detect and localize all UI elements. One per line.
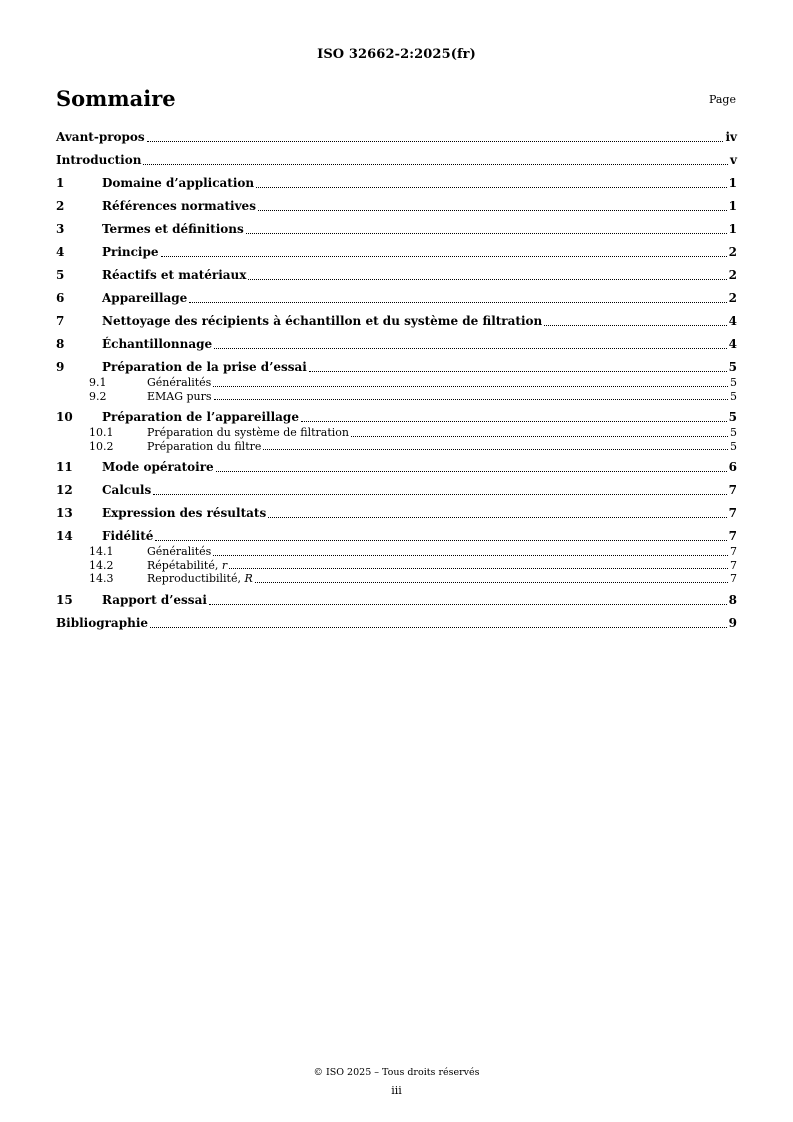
toc-title: Sommaire	[56, 86, 176, 111]
toc-entry[interactable]	[56, 151, 737, 169]
toc-entry-title-text: Introduction	[56, 153, 142, 167]
toc-entry-title-text: Réactifs et matériaux	[102, 268, 247, 282]
dot-leader	[161, 255, 727, 257]
toc-entry-title-text: Références normatives	[102, 199, 256, 213]
dot-leader	[150, 626, 727, 628]
toc-entry-title-text: Préparation de l’appareillage	[102, 410, 299, 424]
toc-entry-title-text: Bibliographie	[56, 615, 149, 630]
toc-entry-number: 2	[56, 199, 65, 213]
toc-entry-page[interactable]: 5	[728, 360, 737, 374]
dot-leader	[255, 581, 728, 583]
toc-entry-page[interactable]: 5	[730, 439, 737, 453]
dot-leader	[153, 493, 726, 495]
dot-leader	[214, 398, 728, 400]
toc-entry-title-symbol: R	[244, 572, 253, 585]
document-id: ISO 32662-2:2025(fr)	[317, 47, 476, 62]
toc-entry-page[interactable]: 5	[728, 410, 737, 424]
dot-leader	[213, 385, 728, 387]
dot-leader	[213, 554, 728, 556]
toc-entry-title-text: Domaine d’application	[102, 176, 255, 190]
footer-copyright: © ISO 2025 – Tous droits réservés	[313, 1067, 480, 1078]
toc-entry-title-text: Expression des résultats	[102, 506, 267, 520]
toc-entry-title-text: Préparation du système de filtration	[147, 426, 350, 439]
toc-entry-number: 14.3	[89, 572, 114, 585]
toc-entry-title[interactable]	[147, 572, 253, 586]
toc-entry-page[interactable]: 5	[730, 389, 737, 403]
toc-entry-title[interactable]	[102, 312, 542, 330]
toc-entry-page[interactable]: 1	[728, 222, 737, 236]
toc-heading	[56, 86, 736, 116]
toc-entry-page[interactable]: 1	[728, 199, 737, 213]
toc-entry-number: 3	[56, 222, 65, 236]
toc-entry-page[interactable]: 7	[730, 572, 737, 585]
toc-entry[interactable]	[56, 266, 737, 284]
toc-entry-title-text: Préparation de la prise d’essai	[102, 360, 307, 374]
dot-leader	[246, 232, 727, 234]
toc-entry-title-text: Échantillonnage	[102, 337, 213, 351]
toc-entry-title[interactable]	[56, 128, 145, 146]
toc-entry[interactable]	[56, 289, 737, 307]
toc-entry-title[interactable]	[102, 358, 307, 376]
dot-leader	[147, 140, 724, 142]
toc-entry-title[interactable]	[147, 559, 227, 573]
toc-entry-title-text: Termes et définitions	[102, 222, 244, 236]
toc-entry-title[interactable]	[147, 545, 211, 559]
toc-entry-title[interactable]	[102, 266, 246, 284]
toc-entry[interactable]	[56, 408, 737, 426]
toc-subentry[interactable]	[56, 559, 737, 573]
toc-entry-number: 8	[56, 337, 65, 351]
toc-entry-title-text: Répétabilité,	[147, 558, 222, 572]
toc-entry-title[interactable]	[102, 335, 212, 353]
toc-entry-title[interactable]	[147, 390, 212, 404]
toc-entry-title[interactable]	[102, 243, 159, 261]
dot-leader	[214, 347, 726, 349]
toc-entry-page[interactable]: 2	[728, 291, 737, 305]
page-column-label: Page	[708, 93, 736, 106]
dot-leader	[229, 567, 728, 569]
toc-entry-title-text: Calculs	[102, 483, 152, 497]
toc-entry-page[interactable]: 7	[728, 529, 737, 543]
toc-entry-page[interactable]: 2	[728, 268, 737, 282]
dot-leader	[256, 186, 727, 188]
toc-entry-title[interactable]	[147, 426, 349, 440]
toc-entry-title-text: Préparation du filtre	[147, 439, 262, 453]
footer-page-number: iii	[391, 1084, 402, 1097]
toc-entry[interactable]	[56, 481, 737, 499]
toc-subentry[interactable]	[56, 572, 737, 586]
toc-entry-title[interactable]	[102, 197, 256, 215]
toc-entry-page[interactable]: 7	[728, 506, 737, 520]
toc-entry-number: 10.1	[89, 426, 114, 439]
toc-subentry[interactable]	[56, 390, 737, 404]
toc-subentry[interactable]	[56, 426, 737, 440]
toc-entry-number: 10.2	[89, 439, 114, 453]
dot-leader	[544, 324, 726, 326]
toc-entry-page[interactable]: 7	[730, 545, 737, 558]
toc-entry[interactable]	[56, 197, 737, 215]
toc-entry-page[interactable]: iv	[725, 130, 737, 144]
dot-leader	[263, 448, 728, 450]
toc-entry-number: 15	[56, 592, 73, 607]
toc-entry-number: 4	[56, 245, 65, 259]
toc-entry-page[interactable]: 2	[728, 245, 737, 259]
toc-entry-title[interactable]	[102, 527, 153, 545]
toc-entry-title[interactable]	[102, 458, 214, 476]
toc-subentry[interactable]	[56, 440, 737, 454]
dot-leader	[189, 301, 726, 303]
toc-entry[interactable]	[56, 614, 737, 632]
toc-entry-title-text: Généralités	[147, 545, 212, 558]
toc-entry-page[interactable]: 6	[728, 460, 737, 474]
toc-entry-title[interactable]	[102, 504, 266, 522]
toc-entry-title[interactable]	[102, 591, 207, 609]
toc-entry-title-text: EMAG purs	[147, 389, 212, 403]
toc-entry[interactable]	[56, 358, 737, 376]
dot-leader	[143, 163, 728, 165]
toc-entry[interactable]	[56, 458, 737, 476]
toc-entry-number: 14	[56, 529, 73, 543]
toc-entry-title[interactable]	[56, 151, 141, 169]
toc-entry[interactable]	[56, 591, 737, 609]
toc-entry-page[interactable]: 7	[728, 483, 737, 497]
toc-entry-number: 9.2	[89, 389, 107, 403]
toc-entry-number: 14.1	[89, 545, 114, 558]
toc-entry[interactable]	[56, 220, 737, 238]
toc-entry-number: 14.2	[89, 558, 114, 572]
toc-subentry[interactable]	[56, 376, 737, 390]
dot-leader	[301, 420, 727, 422]
toc-entry-number: 12	[56, 483, 73, 497]
toc-entry-page[interactable]: 5	[730, 426, 737, 439]
dot-leader	[155, 539, 726, 541]
toc-entry-number: 5	[56, 268, 65, 282]
toc-entry[interactable]	[56, 243, 737, 261]
dot-leader	[248, 278, 726, 280]
dot-leader	[209, 603, 727, 605]
dot-leader	[258, 209, 727, 211]
toc-entry-title[interactable]	[56, 614, 148, 632]
toc-entry-number: 9	[56, 360, 65, 374]
toc-entry-number: 1	[56, 176, 65, 190]
toc-entry-page[interactable]: 4	[728, 337, 737, 351]
toc-entry-number: 6	[56, 291, 65, 305]
toc-entry-page[interactable]: 9	[728, 615, 737, 630]
toc-entry-number: 13	[56, 506, 73, 520]
table-of-contents	[56, 128, 737, 632]
toc-entry-page[interactable]: 8	[728, 592, 737, 607]
toc-entry-title[interactable]	[102, 481, 151, 499]
dot-leader	[268, 516, 726, 518]
toc-entry-title-text: Généralités	[147, 376, 212, 389]
toc-entry-title-text: Appareillage	[102, 291, 188, 305]
dot-leader	[216, 470, 727, 472]
toc-entry[interactable]	[56, 504, 737, 522]
toc-entry-title-text: Nettoyage des récipients à échantillon et du système de filtration	[102, 314, 543, 328]
toc-entry-number: 9.1	[89, 376, 107, 389]
toc-entry-number: 10	[56, 410, 73, 424]
toc-entry-title[interactable]	[147, 376, 211, 390]
toc-entry-page[interactable]: 5	[730, 376, 737, 389]
toc-entry[interactable]	[56, 527, 737, 545]
toc-entry-page[interactable]: 1	[728, 176, 737, 190]
toc-entry-title[interactable]	[102, 408, 299, 426]
toc-entry[interactable]	[56, 335, 737, 353]
toc-entry-page[interactable]: v	[730, 153, 737, 167]
toc-entry-title-symbol: r	[221, 558, 228, 572]
toc-entry-number: 7	[56, 314, 65, 328]
toc-entry-page[interactable]: 7	[730, 558, 737, 572]
dot-leader	[309, 370, 727, 372]
toc-entry-page[interactable]: 4	[728, 314, 737, 328]
toc-entry-title-text: Avant-propos	[56, 130, 145, 144]
toc-entry-title-text: Rapport d’essai	[102, 592, 207, 607]
toc-entry-title[interactable]	[102, 289, 187, 307]
toc-subentry[interactable]	[56, 545, 737, 559]
toc-entry-title[interactable]	[102, 174, 254, 192]
toc-entry-title[interactable]	[147, 440, 261, 454]
toc-entry-title-text: Reproductibilité,	[147, 572, 245, 585]
toc-entry-number: 11	[56, 460, 73, 474]
toc-entry[interactable]	[56, 174, 737, 192]
dot-leader	[351, 435, 728, 437]
toc-entry-title-text: Principe	[102, 245, 159, 259]
toc-entry[interactable]	[56, 128, 737, 146]
toc-entry[interactable]	[56, 312, 737, 330]
toc-entry-title-text: Mode opératoire	[102, 460, 214, 474]
toc-entry-title[interactable]	[102, 220, 244, 238]
toc-entry-title-text: Fidélité	[102, 529, 154, 543]
